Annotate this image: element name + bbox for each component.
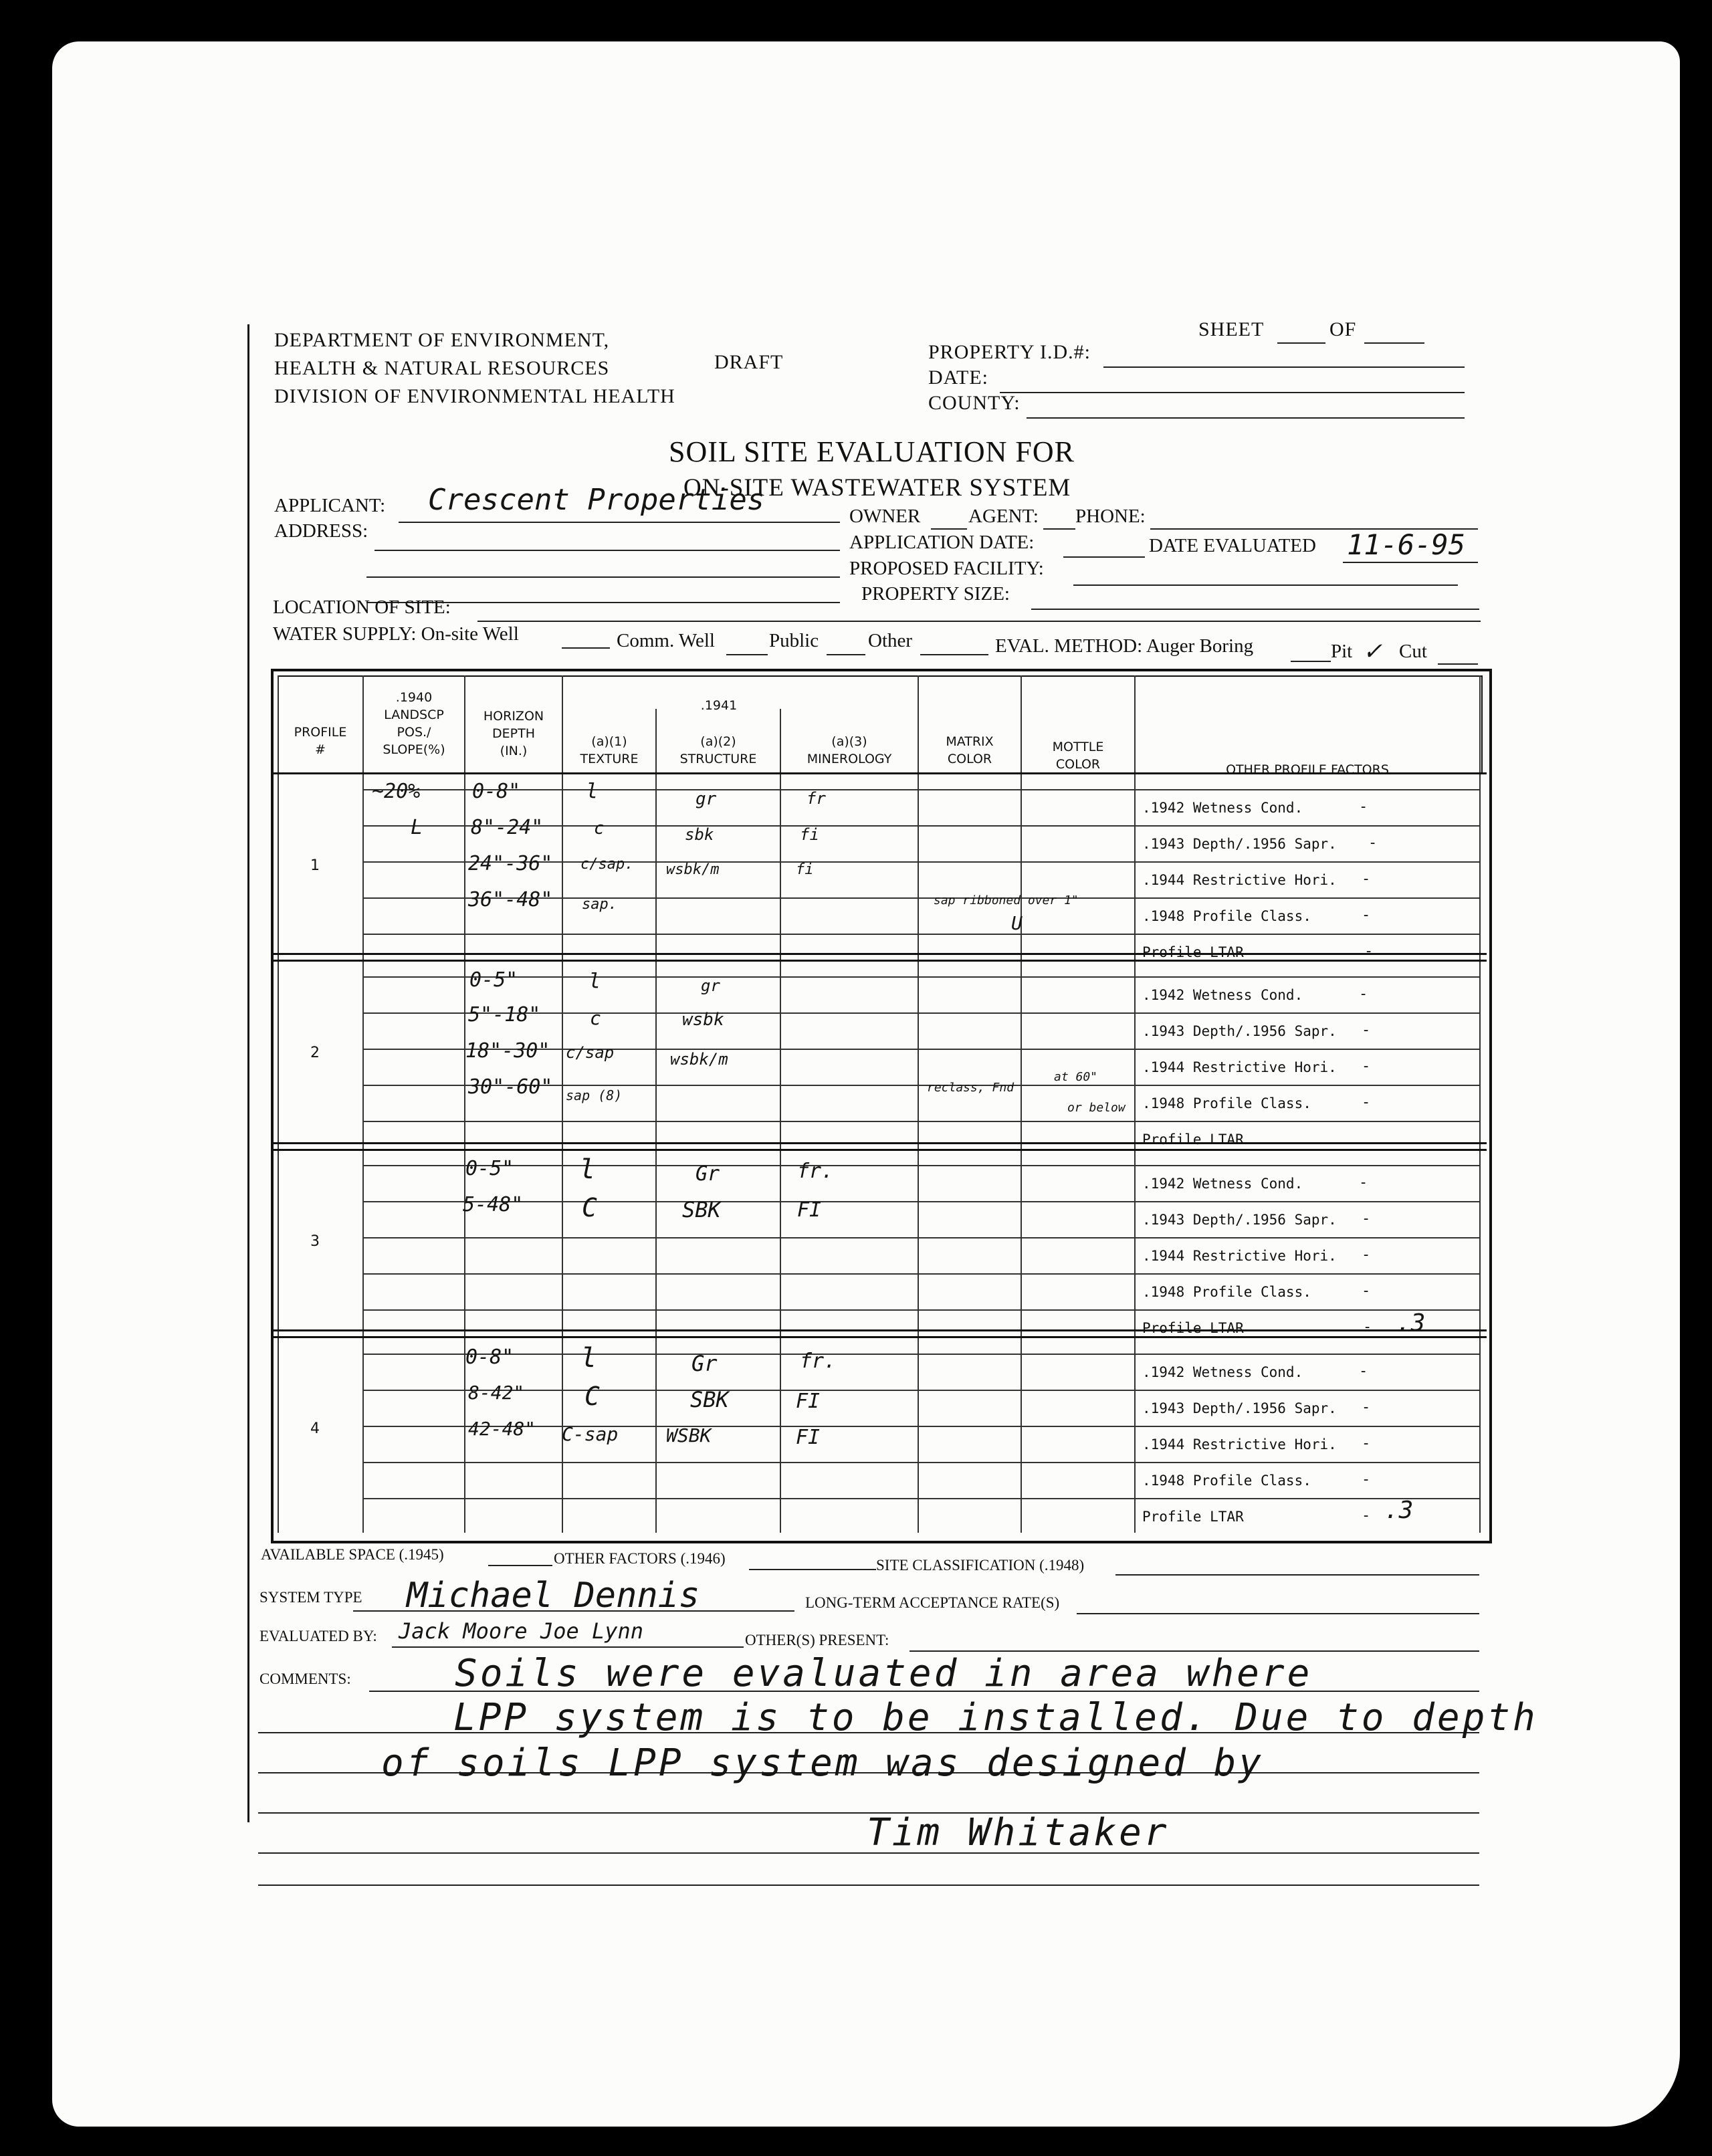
factor-dash: - bbox=[1362, 1094, 1371, 1111]
factor-wetness: .1942 Wetness Cond. bbox=[1142, 800, 1303, 816]
site-classification-field[interactable] bbox=[1115, 1574, 1479, 1576]
factor-dash: - bbox=[1362, 1247, 1371, 1263]
pit-label: Pit bbox=[1331, 641, 1353, 662]
cell-mineralogy: fr bbox=[807, 789, 826, 808]
owner-label: OWNER bbox=[849, 506, 921, 527]
pit-checkmark: ✓ bbox=[1364, 635, 1381, 666]
factor-dash: - bbox=[1359, 1363, 1368, 1380]
factor-dash: - bbox=[1362, 871, 1371, 887]
factor-dash: - bbox=[1362, 1283, 1371, 1299]
proposed-facility-field[interactable] bbox=[1073, 584, 1458, 586]
cell-texture: c/sap. bbox=[580, 856, 634, 873]
cut-label: Cut bbox=[1399, 641, 1427, 662]
date-evaluated-label: DATE EVALUATED bbox=[1149, 535, 1316, 556]
factor-dash: - bbox=[1362, 1022, 1371, 1039]
cell-depth: 30"-60" bbox=[468, 1075, 553, 1099]
cell-texture: sap. bbox=[582, 896, 617, 913]
factor-depth-sapr: .1943 Depth/.1956 Sapr. bbox=[1142, 836, 1337, 852]
factor-wetness: .1942 Wetness Cond. bbox=[1142, 1176, 1303, 1192]
factor-restrictive: .1944 Restrictive Hori. bbox=[1142, 872, 1337, 888]
applicant-value: Crescent Properties bbox=[428, 483, 765, 517]
matrix-note-mark: U bbox=[1011, 912, 1023, 934]
factor-dash: - bbox=[1359, 1174, 1368, 1191]
system-type-label: SYSTEM TYPE bbox=[259, 1589, 362, 1606]
factor-dash: - bbox=[1359, 798, 1368, 815]
ltar-value: .3 bbox=[1396, 1309, 1426, 1337]
factor-depth-sapr: .1943 Depth/.1956 Sapr. bbox=[1142, 1212, 1337, 1228]
factor-wetness: .1942 Wetness Cond. bbox=[1142, 987, 1303, 1003]
cell-structure: wsbk/m bbox=[666, 861, 720, 878]
factor-ltar: Profile LTAR bbox=[1142, 1131, 1244, 1148]
margin-rule bbox=[247, 324, 249, 1822]
evaluator-names: Jack Moore Joe Lynn bbox=[399, 1618, 644, 1644]
cell-texture: l bbox=[586, 780, 599, 803]
cell-texture: l bbox=[579, 1154, 596, 1185]
col-head-mineralogy: (a)(3) MINEROLOGY bbox=[807, 734, 892, 766]
factor-ltar: Profile LTAR bbox=[1142, 1320, 1244, 1336]
cell-texture: c/sap bbox=[566, 1043, 615, 1062]
cell-structure: wsbk bbox=[682, 1010, 724, 1030]
long-term-label: LONG-TERM ACCEPTANCE RATE(S) bbox=[805, 1594, 1060, 1611]
cell-structure: SBK bbox=[690, 1387, 729, 1412]
factor-restrictive: .1944 Restrictive Hori. bbox=[1142, 1059, 1337, 1075]
date-evaluated-value: 11-6-95 bbox=[1347, 528, 1466, 561]
cell-mineralogy: FI bbox=[796, 1426, 821, 1449]
comment-line-4: Tim Whitaker bbox=[867, 1811, 1170, 1854]
factor-dash: - bbox=[1362, 1471, 1371, 1488]
cell-depth: 8"-24" bbox=[471, 816, 544, 839]
factor-restrictive: .1944 Restrictive Hori. bbox=[1142, 1436, 1337, 1452]
profile-number: 2 bbox=[310, 1045, 320, 1061]
profile-number: 3 bbox=[310, 1233, 320, 1250]
factor-ltar: Profile LTAR bbox=[1142, 944, 1244, 960]
location-label: LOCATION OF SITE: bbox=[273, 597, 451, 618]
cell-mineralogy: FI bbox=[797, 1198, 822, 1222]
address-label: ADDRESS: bbox=[274, 520, 368, 542]
factor-dash: - bbox=[1362, 1507, 1371, 1524]
cell-mineralogy: fr. bbox=[800, 1350, 837, 1373]
factor-dash: - bbox=[1363, 1319, 1372, 1335]
form-title-line-1: SOIL SITE EVALUATION FOR bbox=[669, 435, 1075, 468]
mottle-note: or below bbox=[1067, 1101, 1126, 1115]
applicant-label: APPLICANT: bbox=[274, 495, 386, 516]
cell-depth: 5"-18" bbox=[468, 1003, 541, 1027]
cell-depth: 24"-36" bbox=[468, 852, 553, 875]
other-label: Other bbox=[868, 630, 913, 651]
cell-mineralogy: FI bbox=[796, 1390, 821, 1413]
factor-profile-class: .1948 Profile Class. bbox=[1142, 908, 1311, 924]
long-term-field[interactable] bbox=[1077, 1613, 1479, 1614]
application-date-field[interactable] bbox=[1063, 556, 1145, 558]
factor-dash: - bbox=[1364, 943, 1374, 960]
cell-texture: sap (8) bbox=[566, 1087, 623, 1103]
county-label: COUNTY: bbox=[928, 392, 1021, 414]
col-head-horizon-depth: HORIZON DEPTH (IN.) bbox=[483, 709, 544, 758]
evaluated-by-label: EVALUATED BY: bbox=[259, 1628, 377, 1644]
cell-depth: 42-48" bbox=[468, 1418, 536, 1440]
public-label: Public bbox=[769, 630, 819, 651]
factor-ltar: Profile LTAR bbox=[1142, 1509, 1244, 1525]
cell-texture: c bbox=[590, 1007, 601, 1029]
col-head-mottle-color: MOTTLE COLOR bbox=[1052, 740, 1104, 772]
of-label: OF bbox=[1329, 318, 1357, 340]
col-head-other-factors: OTHER PROFILE FACTORS bbox=[1226, 762, 1389, 777]
factor-depth-sapr: .1943 Depth/.1956 Sapr. bbox=[1142, 1400, 1337, 1416]
cell-texture: c bbox=[594, 819, 605, 839]
property-id-label: PROPERTY I.D.#: bbox=[928, 341, 1091, 363]
cell-mineralogy: fi bbox=[796, 861, 814, 878]
address-field[interactable] bbox=[374, 550, 840, 551]
col-head-structure: (a)(2) STRUCTURE bbox=[679, 734, 757, 766]
cell-depth: 0-8" bbox=[465, 1345, 514, 1369]
cell-slope: L bbox=[411, 816, 423, 839]
profile-number: 4 bbox=[310, 1420, 320, 1437]
cell-mineralogy: fi bbox=[800, 825, 819, 844]
factor-dash: - bbox=[1362, 907, 1371, 924]
agent-label: AGENT: bbox=[968, 506, 1039, 527]
col-head-texture: (a)(1) TEXTURE bbox=[580, 734, 639, 766]
cell-depth: 8-42" bbox=[468, 1382, 525, 1404]
profile-number: 1 bbox=[310, 857, 320, 874]
cell-depth: 18"-30" bbox=[465, 1039, 550, 1063]
factor-dash: - bbox=[1359, 986, 1368, 1002]
cell-depth: 0-5" bbox=[469, 968, 518, 992]
factor-depth-sapr: .1943 Depth/.1956 Sapr. bbox=[1142, 1023, 1337, 1039]
cell-texture: l bbox=[588, 970, 601, 993]
cell-texture: l bbox=[580, 1343, 597, 1374]
dept-line-3: DIVISION OF ENVIRONMENTAL HEALTH bbox=[274, 385, 675, 407]
dept-line-1: DEPARTMENT OF ENVIRONMENT, bbox=[274, 329, 610, 351]
col-head-landscape: .1940 LANDSCP POS./ SLOPE(%) bbox=[383, 690, 445, 757]
factor-profile-class: .1948 Profile Class. bbox=[1142, 1473, 1311, 1489]
cell-depth: 5-48" bbox=[463, 1193, 524, 1216]
phone-label: PHONE: bbox=[1075, 506, 1146, 527]
cell-structure: WSBK bbox=[666, 1424, 712, 1446]
cell-depth: 0-5" bbox=[465, 1157, 514, 1180]
matrix-note: sap ribboned over 1" bbox=[934, 893, 1079, 907]
col-head-matrix-color: MATRIX COLOR bbox=[946, 734, 994, 766]
evaluator-name-top: Michael Dennis bbox=[407, 1576, 700, 1616]
comment-line-1: Soils were evaluated in area where bbox=[455, 1652, 1313, 1695]
comment-line-2: LPP system is to be installed. Due to depth bbox=[453, 1696, 1538, 1739]
date-field[interactable] bbox=[1000, 392, 1465, 393]
cell-structure: Gr bbox=[691, 1351, 718, 1376]
factor-restrictive: .1944 Restrictive Hori. bbox=[1142, 1248, 1337, 1264]
dept-line-2: HEALTH & NATURAL RESOURCES bbox=[274, 357, 610, 379]
eval-method-label: EVAL. METHOD: Auger Boring bbox=[995, 635, 1254, 657]
property-size-field[interactable] bbox=[1031, 609, 1479, 610]
cell-structure: SBK bbox=[682, 1197, 721, 1222]
factor-dash: - bbox=[1362, 1435, 1371, 1452]
comment-line-3: of soils LPP system was designed by bbox=[381, 1741, 1265, 1785]
col-head-profile: PROFILE # bbox=[294, 725, 347, 757]
mottle-note: at 60" bbox=[1054, 1070, 1098, 1084]
cell-depth: 36"-48" bbox=[468, 888, 553, 911]
cell-structure: gr bbox=[701, 976, 720, 995]
proposed-facility-label: PROPOSED FACILITY: bbox=[849, 558, 1044, 579]
cell-mineralogy: fr. bbox=[797, 1160, 834, 1183]
ltar-value: .3 bbox=[1384, 1497, 1414, 1524]
factor-profile-class: .1948 Profile Class. bbox=[1142, 1095, 1311, 1111]
date-label: DATE: bbox=[928, 366, 988, 389]
comm-well-label: Comm. Well bbox=[617, 630, 715, 651]
cell-texture: C bbox=[582, 1193, 597, 1222]
available-space-label: AVAILABLE SPACE (.1945) bbox=[261, 1546, 444, 1563]
factor-dash: - bbox=[1362, 1210, 1371, 1227]
property-id-field[interactable] bbox=[1103, 366, 1465, 368]
other-factors-field[interactable] bbox=[749, 1569, 876, 1570]
cell-texture: C bbox=[584, 1382, 600, 1411]
factor-wetness: .1942 Wetness Cond. bbox=[1142, 1364, 1303, 1380]
form-title-line-2: ON-SITE WASTEWATER SYSTEM bbox=[683, 474, 1071, 502]
cell-depth: 0-8" bbox=[472, 780, 521, 803]
cell-slope: ~20% bbox=[372, 780, 421, 803]
sheet-label: SHEET bbox=[1198, 318, 1265, 340]
cell-structure: Gr bbox=[696, 1162, 720, 1186]
application-date-label: APPLICATION DATE: bbox=[849, 532, 1035, 553]
property-size-label: PROPERTY SIZE: bbox=[861, 583, 1010, 605]
cell-structure: gr bbox=[696, 789, 717, 809]
factor-dash: - bbox=[1362, 1058, 1371, 1075]
others-present-label: OTHER(S) PRESENT: bbox=[745, 1632, 889, 1648]
factor-dash: - bbox=[1368, 835, 1378, 851]
other-factors-label: OTHER FACTORS (.1946) bbox=[554, 1550, 726, 1567]
cell-structure: sbk bbox=[685, 825, 714, 844]
col-head-1941: .1941 bbox=[700, 698, 738, 713]
available-space-field[interactable] bbox=[488, 1565, 552, 1566]
comments-label: COMMENTS: bbox=[259, 1670, 351, 1687]
site-classification-label: SITE CLASSIFICATION (.1948) bbox=[876, 1557, 1085, 1574]
factor-dash: - bbox=[1362, 1399, 1371, 1416]
water-supply-label: WATER SUPPLY: On-site Well bbox=[273, 623, 519, 645]
draft-mark: DRAFT bbox=[714, 351, 784, 373]
location-field[interactable] bbox=[477, 621, 1481, 622]
county-field[interactable] bbox=[1027, 417, 1465, 419]
cell-structure: wsbk/m bbox=[670, 1050, 728, 1069]
cell-texture: C-sap bbox=[562, 1423, 619, 1445]
factor-profile-class: .1948 Profile Class. bbox=[1142, 1284, 1311, 1300]
matrix-note: reclass, Fnd bbox=[927, 1081, 1014, 1095]
